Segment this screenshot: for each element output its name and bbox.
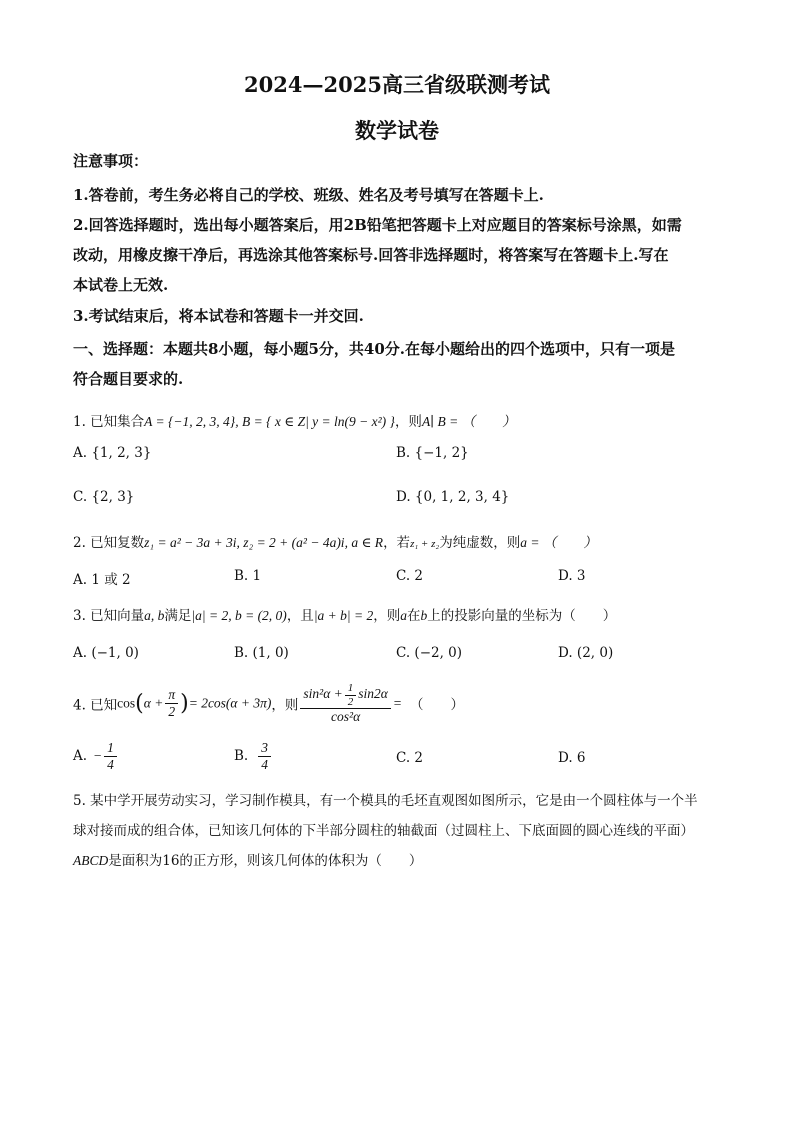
notice-line: 3.考试结束后，将本试卷和答题卡一并交回.	[73, 307, 364, 325]
question-3: 3. 已知向量a, b满足|a| = 2, b = (2, 0)，且|a + b| = 2，则a在b上的投影向量的坐标为（ ）	[73, 608, 617, 624]
q2-option-a: A. 1 或 2	[73, 572, 131, 588]
question-2: 2. 已知复数z₁ = a² − 3a + 3i, z₂ = 2 + (a² − 4a)i, a ∈ R，若z₁ + z₂为纯虚数，则a = （ ）	[73, 535, 597, 551]
exam-title: 2024—2025高三省级联测考试	[244, 72, 550, 97]
q2-option-b: B. 1	[234, 568, 262, 584]
q4-option-c: C. 2	[396, 750, 424, 766]
q3-option-d: D. (2, 0)	[558, 645, 614, 661]
q3-option-c: C. (−2, 0)	[396, 645, 463, 661]
notice-heading: 注意事项：	[73, 152, 149, 170]
question-4: 4. 已知cos(α + $\frac{\pi}{2}$ )= 2cos(α + 3π)，则 sin²α + $\frac{1}{2}$ sin2α cos²α = （ ）	[73, 682, 464, 725]
question-5: 5. 某中学开展劳动实习，学习制作模具，有一个模具的毛坯直观图如图所示，它是由一个圆柱体与一个半	[73, 793, 698, 809]
q2-option-c: C. 2	[396, 568, 424, 584]
q3-option-a: A. (−1, 0)	[73, 645, 139, 661]
section-heading: 一、选择题：本题共8小题，每小题5分，共40分.在每小题给出的四个选项中，只有一项是	[73, 340, 675, 358]
question-5-cont: ABCD是面积为16的正方形，则该几何体的体积为（ ）	[73, 853, 423, 869]
notice-line: 1.答卷前，考生务必将自己的学校、班级、姓名及考号填写在答题卡上.	[73, 186, 544, 204]
q1-option-c: C. {2, 3}	[73, 489, 135, 505]
question-1: 1. 已知集合A = {−1, 2, 3, 4}, B = { x ∈ Z| y = ln(9 − x²) }，则A∣ B = （ ）	[73, 414, 516, 430]
question-5-cont: 球对接而成的组合体，已知该几何体的下半部分圆柱的轴截面（过圆柱上、下底面圆的圆心连线的平面）	[73, 823, 694, 839]
q2-option-d: D. 3	[558, 568, 586, 584]
q1-option-d: D. {0, 1, 2, 3, 4}	[396, 489, 510, 505]
notice-line: 2.回答选择题时，选出每小题答案后，用2B铅笔把答题卡上对应题目的答案标号涂黑，如需	[73, 216, 682, 234]
notice-line: 本试卷上无效.	[73, 276, 169, 294]
q1-option-a: A. {1, 2, 3}	[73, 445, 152, 461]
pi-over-2: $\frac{\pi}{2}$	[165, 687, 178, 719]
q4-option-b: B. $\frac{3}{4}$	[234, 740, 273, 772]
target-fraction: sin²α + $\frac{1}{2}$ sin2α cos²α	[300, 682, 390, 725]
q1-option-b: B. {−1, 2}	[396, 445, 469, 461]
exam-subject: 数学试卷	[355, 118, 439, 143]
section-heading-cont: 符合题目要求的.	[73, 370, 184, 388]
q4-option-d: D. 6	[558, 750, 586, 766]
q3-option-b: B. (1, 0)	[234, 645, 289, 661]
notice-line: 改动，用橡皮擦干净后，再选涂其他答案标号.回答非选择题时，将答案写在答题卡上.写在	[73, 246, 669, 264]
q4-option-a: A. − $\frac{1}{4}$	[73, 740, 119, 772]
